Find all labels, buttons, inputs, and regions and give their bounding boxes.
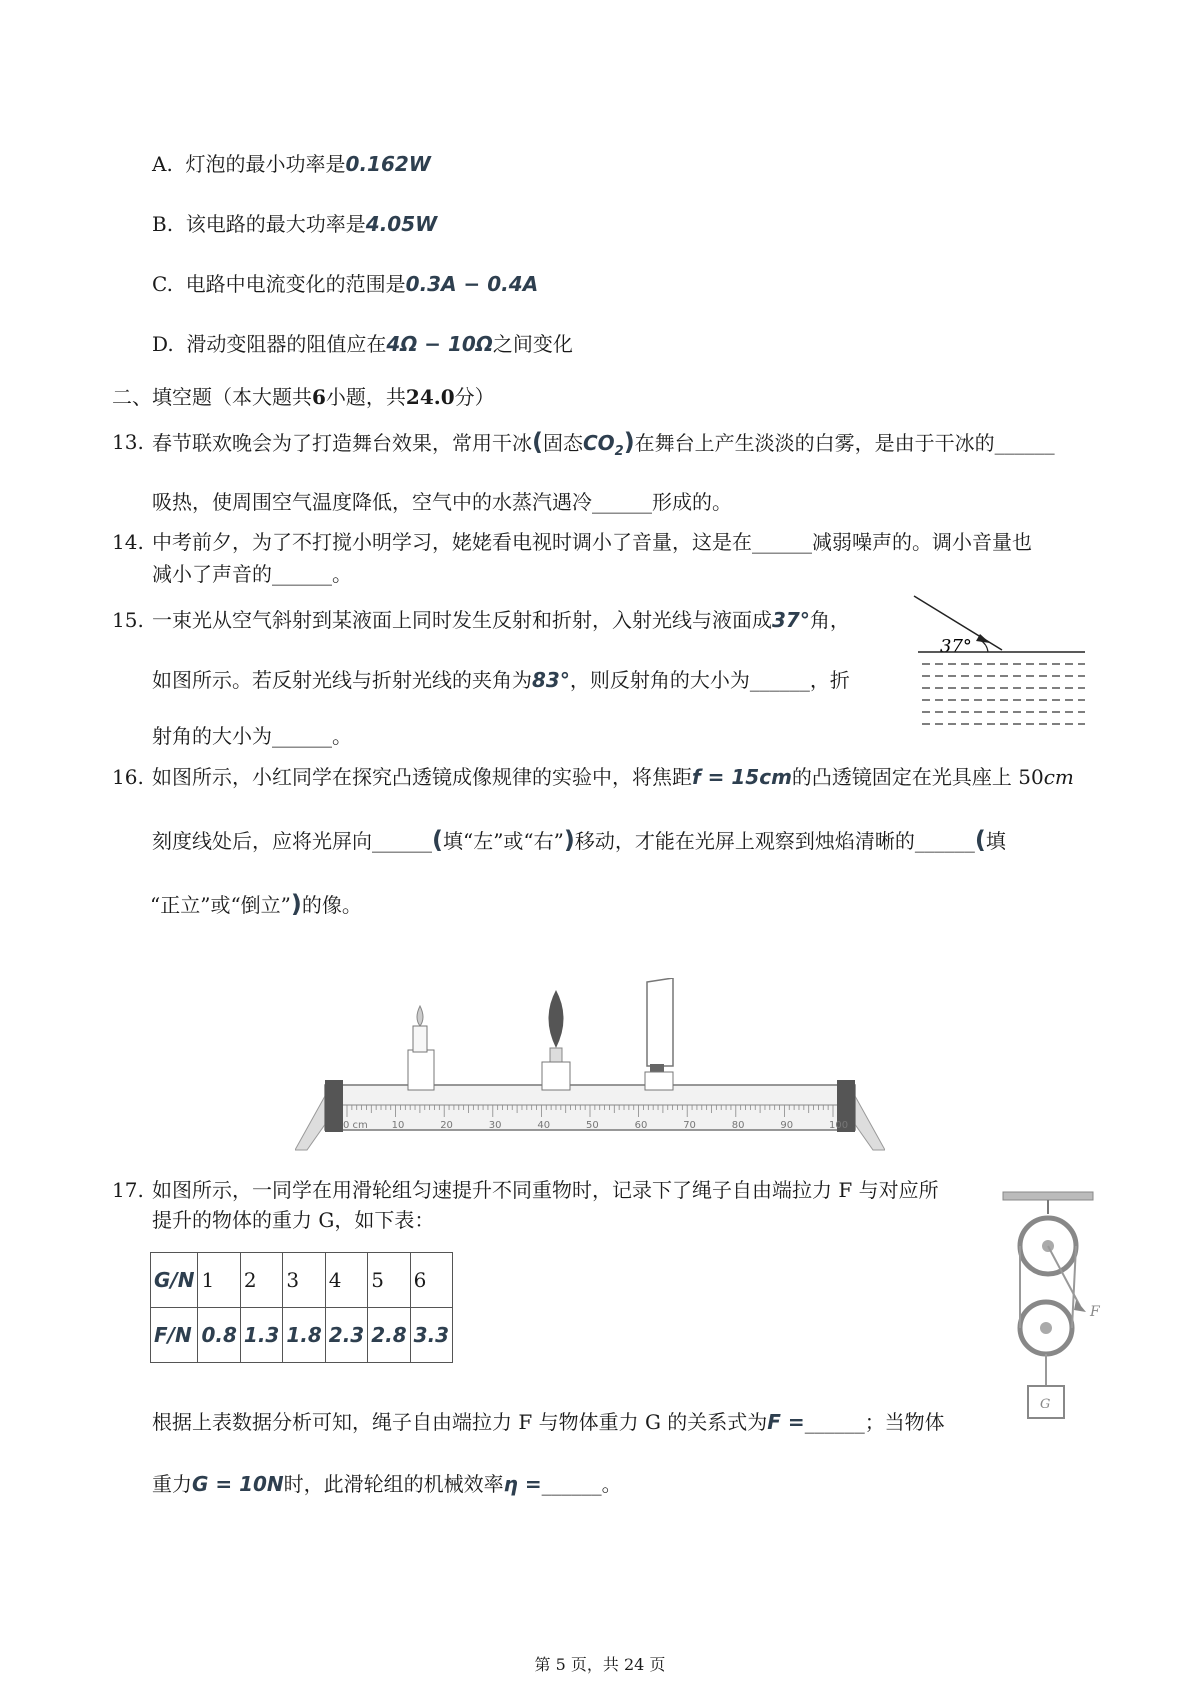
ruler-tick-label: 60 [634,1120,648,1131]
q17-line-4: 重力G = 10N时，此滑轮组的机械效率η =______。 [152,1472,622,1496]
section-heading: 二、填空题（本大题共6小题，共24.0分） [112,385,495,409]
ruler-tick-label: 10 [391,1120,405,1131]
q13-line-2: 吸热，使周围空气温度降低，空气中的水蒸汽遇冷______形成的。 [152,490,732,514]
option-label: C. [152,272,173,296]
math-expression: 4.05W [365,212,438,236]
option-a: A. 灯泡的最小功率是0.162W [152,152,431,176]
question-number: 17. [112,1178,144,1202]
question-number: 15. [112,608,144,632]
q14-line-1: 中考前夕，为了不打搅小明学习，姥姥看电视时调小了音量，这是在______减弱噪声的。调小音量也 [152,530,1032,554]
option-label: D. [152,332,174,356]
q13-line-1: 春节联欢晚会为了打造舞台效果，常用干冰(固态$CO_2$)在舞台上产生淡淡的白雾，是由于干冰的______ [152,428,1055,459]
movable-pulley-icon [1020,1302,1072,1354]
table-cell: 2.8 [368,1308,410,1363]
q14-line-2: 减小了声音的______。 [152,562,352,586]
candle-icon [408,1006,434,1090]
table-cell: 1 [198,1253,240,1308]
option-d: D. 滑动变阻器的阻值应在4Ω − 10Ω之间变化 [152,332,573,356]
table-cell: 1.8 [283,1308,325,1363]
ruler-tick-label: 70 [683,1120,696,1131]
q15-line-1: 一束光从空气斜射到某液面上同时发生反射和折射，入射光线与液面成37°角， [152,608,850,632]
angle-label: 37° [940,636,972,657]
option-b: B. 该电路的最大功率是4.05W [152,212,438,236]
option-c: C. 电路中电流变化的范围是0.3A − 0.4A [152,272,539,296]
table-cell: 0.8 [198,1308,240,1363]
table-header-cell: F/N [151,1308,198,1363]
optical-bench-figure [295,978,885,1158]
table-cell: 6 [410,1253,452,1308]
table-cell: 3.3 [410,1308,452,1363]
q15-line-2: 如图所示。若反射光线与折射光线的夹角为83°，则反射角的大小为______，折 [152,668,850,692]
pulley-figure [998,1188,1118,1428]
option-label: A. [152,152,173,176]
question-number: 13. [112,430,144,454]
option-label: B. [152,212,174,236]
ruler-tick-label: 100 [829,1120,849,1131]
question-number: 14. [112,530,144,554]
q17-line-1: 如图所示，一同学在用滑轮组匀速提升不同重物时，记录下了绳子自由端拉力 F 与对应所 [152,1178,939,1202]
math-expression: 0.3A − 0.4A [405,272,539,296]
screen-icon [645,978,673,1090]
table-cell: 2 [240,1253,282,1308]
force-label: F [1090,1304,1100,1320]
ruler-tick-label: 0 cm [343,1120,368,1131]
math-expression: 0.162W [345,152,431,176]
ruler-tick-label: 90 [780,1120,794,1131]
q17-line-2: 提升的物体的重力 G，如下表： [152,1208,435,1232]
q15-line-3: 射角的大小为______。 [152,724,352,748]
lens-icon [542,990,570,1090]
table-cell: 5 [368,1253,410,1308]
table-cell: 4 [325,1253,367,1308]
refraction-figure [910,590,1090,740]
table-row [151,1308,453,1363]
ruler-tick-label: 40 [537,1120,551,1131]
math-expression: 4Ω − 10Ω [386,332,493,356]
ruler-tick-label: 20 [440,1120,453,1131]
table-cell: 2.3 [325,1308,367,1363]
page-footer: 第 5 页，共 24 页 [534,1655,666,1674]
q16-line-2: 刻度线处后，应将光屏向______(填“左”或“右”)移动，才能在光屏上观察到烛焰清晰的______(填 [152,826,1006,854]
ruler-tick-label: 80 [731,1120,745,1131]
data-table [150,1252,453,1363]
q16-line-3: “正立”或“倒立”)的像。 [150,890,362,918]
ruler-tick-label: 30 [488,1120,502,1131]
q17-line-3: 根据上表数据分析可知，绳子自由端拉力 F 与物体重力 G 的关系式为F =______；当物体 [152,1410,945,1434]
question-number: 16. [112,765,144,789]
ruler-tick-label: 50 [586,1120,599,1131]
table-header-cell: G/N [151,1253,198,1308]
table-row [151,1253,453,1308]
table-cell: 3 [283,1253,325,1308]
q16-line-1: 如图所示，小红同学在探究凸透镜成像规律的实验中，将焦距f = 15cm的凸透镜固定在光具座上 50cm [152,765,1074,789]
table-cell: 1.3 [240,1308,282,1363]
weight-label: G [1040,1397,1051,1412]
